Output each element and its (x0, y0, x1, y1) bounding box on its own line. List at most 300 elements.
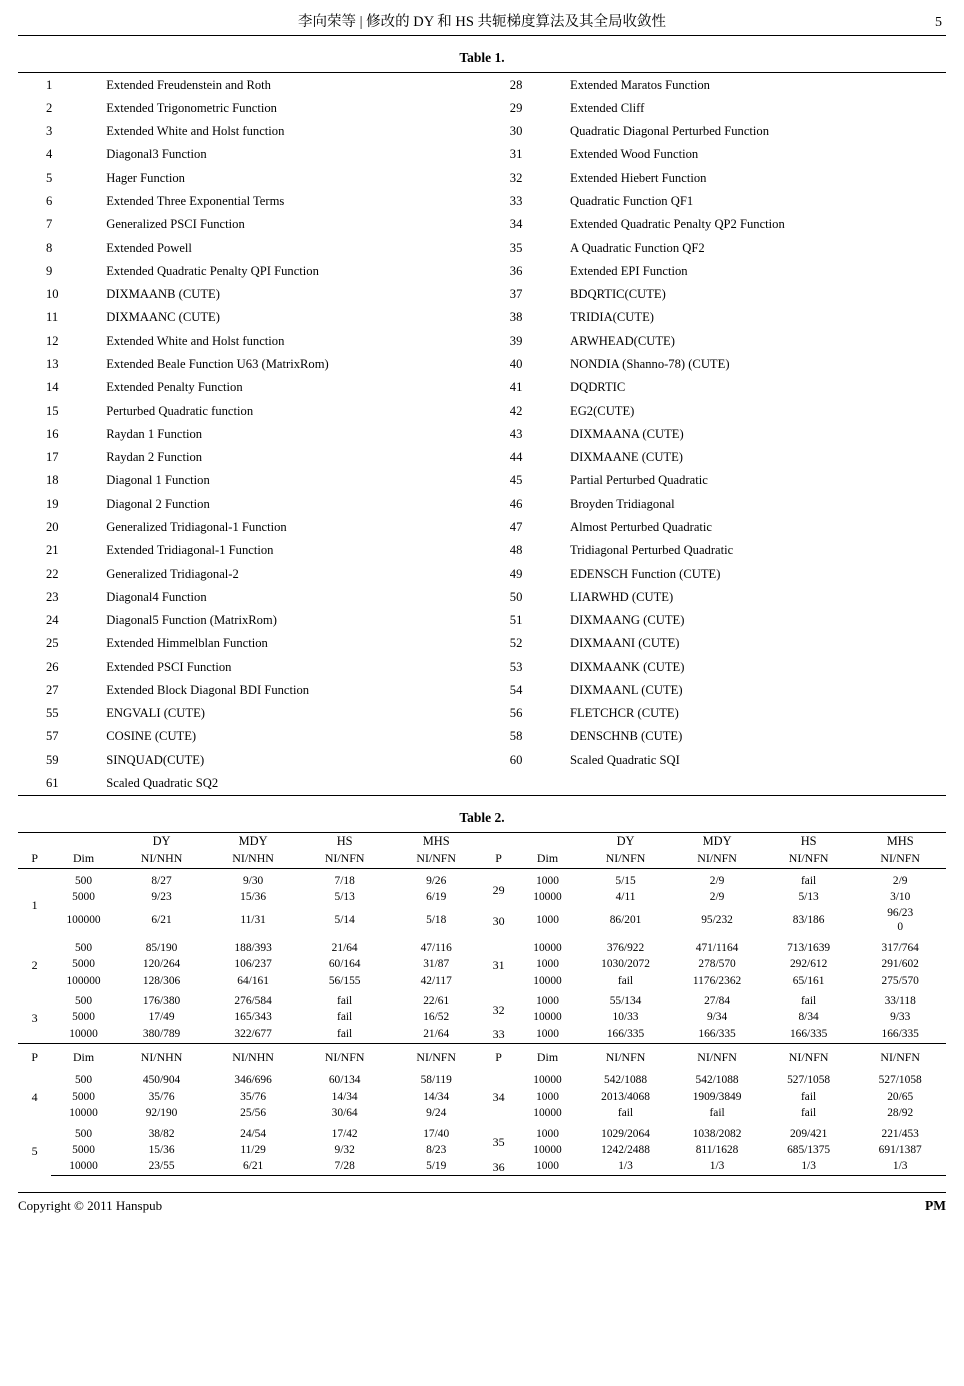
table-row (18, 329, 946, 352)
t2-right-dim: 1000 (536, 1027, 559, 1040)
t1-left-index: 6 (46, 194, 53, 208)
metric-header: NI/NFN (763, 850, 855, 869)
t2-left-dim: 5000 (72, 1011, 95, 1024)
t2-right-problem-id: 30 (492, 913, 505, 928)
table-row (18, 283, 946, 306)
t1-left-function-name: Extended White and Holst function (106, 333, 285, 348)
t2-right-problem-id: 33 (492, 1027, 505, 1042)
t2-left-problem-id: 3 (31, 1011, 38, 1026)
t2-left-value: 15/36 (240, 891, 267, 904)
t2-left-value: 5/13 (334, 891, 355, 904)
t2-right-value: 685/1375 (787, 1143, 831, 1156)
spacer (482, 974, 515, 990)
t2-right-value: 96/23 0 (887, 907, 914, 934)
t1-right-index: 44 (509, 450, 523, 465)
t1-right-function-name: DIXMAANA (CUTE) (570, 426, 684, 441)
t2-left-dim: 500 (74, 1074, 93, 1087)
table-row (18, 259, 946, 282)
t1-left-function-name: Raydan 2 Function (106, 450, 203, 465)
table-row (18, 989, 946, 1010)
page-footer (18, 1192, 946, 1214)
t2-right-problem-id: 31 (492, 957, 505, 972)
t2-left-value: 11/31 (240, 914, 266, 927)
t1-left-index: 12 (46, 333, 59, 348)
table-row (18, 189, 946, 212)
t2-left-value: 6/21 (151, 914, 172, 927)
table2-mid-header (18, 1043, 946, 1068)
t2-right-value: 9/33 (890, 1011, 911, 1024)
t2-left-dim: 5000 (72, 1143, 95, 1156)
t1-right-function-name (552, 771, 946, 795)
t2-right-dim: 10000 (533, 1011, 562, 1024)
t2-right-value: 166/335 (698, 1027, 736, 1040)
t1-right-function-name: Extended Cliff (570, 100, 645, 115)
t2-left-value: 9/26 (426, 875, 447, 888)
table-row (18, 906, 946, 936)
metric-header: NI/NFN (390, 850, 482, 869)
metric-header: NI/NFN (671, 1043, 763, 1068)
table-row (18, 678, 946, 701)
t2-left-dim: 5000 (72, 891, 95, 904)
t2-left-value: 38/82 (148, 1127, 175, 1140)
t1-left-index: 2 (46, 100, 53, 115)
t2-right-value: 9/34 (706, 1011, 728, 1024)
t1-left-index: 26 (46, 659, 59, 674)
table-row (18, 748, 946, 771)
metric-header: NI/NFN (580, 1043, 672, 1068)
table-row (18, 73, 946, 97)
col-header-dim: Dim (515, 1043, 580, 1068)
t2-right-value: 1/3 (763, 1159, 855, 1176)
t1-right-index: 53 (509, 659, 523, 674)
table-row (18, 562, 946, 585)
table-row (18, 376, 946, 399)
t2-left-value: 24/54 (240, 1127, 267, 1140)
table-row (18, 974, 946, 990)
metric-header: NI/NFN (299, 850, 391, 869)
t2-left-value: 42/117 (420, 974, 452, 987)
t1-right-function-name: TRIDIA(CUTE) (570, 310, 654, 325)
table1 (18, 72, 946, 796)
t2-left-value: 58/119 (420, 1074, 452, 1087)
t2-right-dim: 10000 (533, 1106, 562, 1119)
table-row (18, 515, 946, 538)
t1-right-function-name: Extended EPI Function (570, 263, 688, 278)
t2-right-value: 20/65 (887, 1090, 914, 1103)
t2-left-value: 128/306 (142, 974, 181, 987)
table-row (18, 1026, 946, 1043)
t2-right-value: 86/201 (609, 914, 642, 927)
t2-left-value: 120/264 (142, 958, 181, 971)
t2-right-value: 5/13 (798, 891, 819, 904)
metric-header: NI/NFN (580, 850, 672, 869)
t2-left-value: 106/237 (234, 958, 272, 971)
metric-header: NI/NFN (671, 850, 763, 869)
t2-right-value: 275/570 (881, 974, 919, 987)
t2-left-dim: 100000 (66, 914, 101, 927)
table-row (18, 1159, 946, 1176)
t1-right-function-name: EDENSCH Function (CUTE) (570, 566, 721, 581)
table-row (18, 352, 946, 375)
metric-header: NI/NFN (854, 1043, 946, 1068)
t2-right-value: 317/764 (881, 941, 919, 954)
t1-left-function-name: Extended Trigonometric Function (106, 100, 277, 115)
t1-right-function-name: FLETCHCR (CUTE) (570, 706, 679, 721)
t2-right-value: 3/10 (890, 891, 911, 904)
t2-left-value: 165/343 (234, 1011, 272, 1024)
t1-right-index: 38 (509, 310, 523, 325)
t2-right-problem-id: 29 (492, 882, 505, 897)
running-head (18, 10, 946, 36)
t1-left-index: 11 (46, 310, 59, 325)
t1-right-index: 32 (509, 170, 523, 185)
t2-right-value: 1176/2362 (692, 974, 742, 987)
t2-right-dim: 10000 (533, 891, 562, 904)
table-row (18, 585, 946, 608)
table2-caption: Table 2. (459, 809, 505, 825)
t2-left-value: 14/34 (423, 1090, 450, 1103)
table-row (18, 469, 946, 492)
col-header-dim: Dim (515, 850, 580, 869)
t2-right-value: 542/1088 (604, 1074, 648, 1087)
metric-header: NI/NFN (854, 850, 946, 869)
table-row (18, 1068, 946, 1089)
method-header: MHS (390, 832, 482, 850)
t2-left-dim: 100000 (66, 974, 101, 987)
spacer (482, 1106, 515, 1122)
t2-left-value: 9/32 (334, 1143, 355, 1156)
method-header: MDY (207, 832, 299, 850)
t2-right-value: 1/3 (854, 1159, 946, 1176)
t2-left-value: 9/23 (151, 891, 172, 904)
t1-right-index: 39 (509, 333, 523, 348)
t1-right-function-name: NONDIA (Shanno-78) (CUTE) (570, 356, 730, 371)
t1-left-index: 18 (46, 473, 59, 488)
table2-metric-header (18, 850, 946, 869)
t1-left-function-name: Extended White and Holst function (106, 124, 285, 139)
t1-left-function-name: Generalized PSCI Function (106, 217, 245, 232)
t1-right-index: 52 (509, 636, 523, 651)
table-row (18, 702, 946, 725)
t1-left-index: 24 (46, 613, 59, 628)
t2-left-value: 60/164 (328, 958, 361, 971)
t1-right-index: 50 (509, 589, 523, 604)
table-row (18, 725, 946, 748)
t2-right-value: 1242/2488 (601, 1143, 650, 1156)
table-row (18, 608, 946, 631)
t2-left-dim: 500 (74, 875, 93, 888)
method-header: MHS (854, 832, 946, 850)
t1-left-index: 20 (46, 519, 59, 534)
method-header: HS (299, 832, 391, 850)
t2-right-value: fail (617, 1106, 634, 1119)
spacer (482, 936, 515, 957)
t2-right-value: 28/92 (887, 1106, 914, 1119)
t1-right-index: 51 (509, 613, 523, 628)
t2-left-value: 92/190 (145, 1106, 178, 1119)
t1-right-index: 45 (509, 473, 523, 488)
t1-right-function-name: Partial Perturbed Quadratic (570, 473, 708, 488)
t1-left-function-name: SINQUAD(CUTE) (106, 752, 205, 767)
t2-left-value: 31/87 (423, 958, 450, 971)
method-header: DY (580, 832, 672, 850)
t2-right-value: 811/1628 (695, 1143, 739, 1156)
t1-left-function-name: Hager Function (106, 170, 185, 185)
t2-right-value: 376/922 (606, 941, 645, 954)
t1-left-function-name: Extended Quadratic Penalty QPI Function (106, 263, 319, 278)
t2-right-value: 2/9 (892, 875, 908, 888)
table-row (18, 936, 946, 957)
t2-left-value: fail (337, 1027, 353, 1040)
metric-header: NI/NFN (390, 1043, 482, 1068)
t2-left-value: 21/64 (331, 941, 358, 954)
t2-left-value: 15/36 (148, 1143, 175, 1156)
t1-right-function-name: A Quadratic Function QF2 (570, 240, 705, 255)
t1-right-index: 35 (509, 240, 523, 255)
t1-left-index: 22 (46, 566, 59, 581)
t2-right-problem-id: 36 (482, 1159, 515, 1176)
t2-right-value: fail (617, 974, 634, 987)
table2-method-header (18, 832, 946, 850)
t2-left-value: 5/14 (334, 914, 355, 927)
t1-left-function-name: Scaled Quadratic SQ2 (106, 776, 219, 791)
t2-right-dim: 1000 (536, 875, 559, 888)
table-row (18, 96, 946, 119)
t1-right-function-name: Quadratic Function QF1 (570, 194, 694, 208)
t2-left-problem-id: 4 (31, 1090, 38, 1105)
t2-right-dim: 10000 (533, 941, 562, 954)
method-header: DY (116, 832, 208, 850)
t1-left-index: 7 (46, 217, 53, 232)
col-header-dim: Dim (51, 850, 116, 869)
t1-left-index: 55 (46, 706, 59, 721)
t2-left-value: 7/28 (299, 1159, 391, 1176)
t2-right-value: 5/15 (615, 875, 636, 888)
t1-right-index: 28 (509, 77, 523, 92)
t1-left-index: 19 (46, 496, 59, 511)
t2-left-dim: 10000 (69, 1106, 98, 1119)
t1-left-index: 14 (46, 380, 59, 395)
t1-right-function-name: EG2(CUTE) (570, 403, 635, 418)
t1-right-function-name: Extended Hiebert Function (570, 170, 707, 185)
t1-right-index: 34 (509, 217, 523, 232)
t2-left-value: 30/64 (331, 1106, 358, 1119)
t1-left-function-name: Extended Block Diagonal BDI Function (106, 682, 310, 697)
t1-left-function-name: Extended PSCI Function (106, 659, 232, 674)
t1-left-index: 4 (46, 147, 53, 162)
t2-right-dim: 1000 (536, 1127, 559, 1140)
t2-left-value: 21/64 (423, 1027, 450, 1040)
t1-right-index: 43 (509, 426, 523, 441)
table-row (18, 869, 946, 890)
t2-right-value: 4/11 (615, 891, 636, 904)
t2-right-value: 1030/2072 (601, 958, 650, 971)
t1-right-index: 46 (509, 496, 523, 511)
metric-header: NI/NFN (763, 1043, 855, 1068)
t1-right-index: 58 (509, 729, 523, 744)
table2 (18, 832, 946, 1177)
t1-left-index: 16 (46, 426, 59, 441)
t2-left-value: 450/904 (142, 1074, 181, 1087)
t2-right-dim: 10000 (533, 1074, 562, 1087)
t1-right-index: 31 (509, 147, 523, 162)
method-header: MDY (671, 832, 763, 850)
col-header-dim: Dim (51, 1043, 116, 1068)
t1-left-function-name: COSINE (CUTE) (106, 729, 197, 744)
t2-left-value: 23/55 (116, 1159, 208, 1176)
t1-left-index: 23 (46, 589, 59, 604)
footer-journal-code: PM (925, 1198, 946, 1214)
metric-header: NI/NHN (116, 1043, 208, 1068)
t2-left-value: 11/29 (240, 1143, 266, 1156)
t1-right-index: 47 (509, 519, 523, 534)
t2-right-value: 10/33 (612, 1011, 639, 1024)
t2-left-value: 35/76 (148, 1090, 175, 1103)
t1-right-function-name: Extended Maratos Function (570, 77, 710, 92)
t2-left-dim: 10000 (69, 1027, 98, 1040)
t2-left-value: 8/23 (426, 1143, 447, 1156)
t1-right-function-name: Scaled Quadratic SQI (570, 752, 680, 767)
t2-right-value: 1029/2064 (601, 1127, 650, 1140)
metric-header: NI/NHN (207, 850, 299, 869)
t2-right-problem-id: 34 (492, 1090, 505, 1105)
t1-right-index: 29 (509, 100, 523, 115)
t1-left-index: 15 (46, 403, 59, 418)
t1-left-function-name: ENGVALI (CUTE) (106, 706, 205, 721)
t1-left-index: 61 (46, 776, 59, 791)
t2-left-value: 60/134 (328, 1074, 361, 1087)
t1-right-function-name: DENSCHNB (CUTE) (570, 729, 683, 744)
t2-left-value: 14/34 (331, 1090, 358, 1103)
t2-right-dim: 1000 (536, 1090, 559, 1103)
table-row (18, 166, 946, 189)
t1-left-function-name: Raydan 1 Function (106, 426, 203, 441)
t2-right-value: 527/1058 (878, 1074, 922, 1087)
t2-left-value: 25/56 (240, 1106, 267, 1119)
t1-right-index: 42 (509, 403, 523, 418)
t2-left-value: 22/61 (423, 995, 450, 1008)
t2-left-value: 5/18 (426, 914, 447, 927)
t1-left-function-name: Diagonal3 Function (106, 147, 207, 162)
t1-right-index: 54 (509, 682, 523, 697)
t1-right-function-name: DIXMAANL (CUTE) (570, 682, 683, 697)
t1-left-function-name: DIXMAANB (CUTE) (106, 287, 220, 302)
t2-right-dim: 10000 (533, 974, 562, 987)
spacer (482, 832, 515, 850)
spacer (482, 1068, 515, 1089)
t2-left-value: 6/21 (207, 1159, 299, 1176)
t1-left-index: 1 (46, 77, 53, 92)
t2-left-problem-id: 1 (31, 897, 38, 912)
t1-right-index: 56 (509, 706, 523, 721)
metric-header: NI/NHN (207, 1043, 299, 1068)
t2-left-value: 56/155 (328, 974, 361, 987)
t2-right-value: 278/570 (698, 958, 736, 971)
table-row (18, 1122, 946, 1143)
t2-right-value: 166/335 (789, 1027, 828, 1040)
spacer (51, 832, 116, 850)
t1-left-index: 25 (46, 636, 59, 651)
t2-left-value: 9/30 (242, 875, 264, 888)
t2-right-dim: 1000 (536, 914, 559, 927)
t1-left-index: 17 (46, 450, 59, 465)
t1-right-function-name: LIARWHD (CUTE) (570, 589, 674, 604)
t2-right-value: fail (801, 995, 817, 1008)
table-row (18, 655, 946, 678)
t2-right-value: 1/3 (671, 1159, 763, 1176)
t2-left-value: fail (337, 1011, 353, 1024)
t1-left-index: 27 (46, 682, 59, 697)
t1-left-function-name: Extended Tridiagonal-1 Function (106, 543, 274, 558)
t2-right-value: 27/84 (704, 995, 731, 1008)
t2-left-value: 6/19 (426, 891, 447, 904)
t2-right-value: 713/1639 (787, 941, 831, 954)
t1-right-index: 60 (509, 752, 523, 767)
table-row (18, 1106, 946, 1122)
t1-left-function-name: Diagonal 2 Function (106, 496, 210, 511)
t1-right-function-name: Broyden Tridiagonal (570, 496, 675, 511)
t2-right-value: fail (709, 1106, 725, 1119)
col-header-p: P (18, 1043, 51, 1068)
table1-caption: Table 1. (459, 50, 505, 65)
t2-left-value: 64/161 (237, 974, 269, 987)
t2-right-value: 1909/3849 (692, 1090, 742, 1103)
t2-left-value: 17/49 (148, 1011, 175, 1024)
t2-left-value: 176/380 (142, 995, 181, 1008)
t1-left-function-name: Extended Three Exponential Terms (106, 194, 285, 208)
t1-right-index: 36 (509, 263, 523, 278)
t2-right-value: 2013/4068 (601, 1090, 650, 1103)
spacer (18, 832, 51, 850)
t1-right-function-name: Quadratic Diagonal Perturbed Function (570, 124, 770, 139)
t1-right-index: 37 (509, 287, 523, 302)
running-head-title: 李向荣等 | 修改的 DY 和 HS 共轭梯度算法及其全局收敛性 (297, 14, 667, 30)
t2-right-value: fail (801, 1106, 817, 1119)
t2-right-value: 542/1088 (695, 1074, 739, 1087)
t2-left-value: 9/24 (426, 1106, 447, 1119)
t2-right-dim: 10000 (533, 1143, 562, 1156)
table-row (18, 1089, 946, 1106)
t2-right-value: 291/602 (881, 958, 919, 971)
t1-right-function-name: DIXMAANE (CUTE) (570, 450, 683, 465)
copyright-text: Copyright © 2011 Hanspub (18, 1198, 163, 1214)
t1-right-index: 48 (509, 543, 523, 558)
t2-left-dim: 5000 (72, 958, 95, 971)
t2-left-value: 322/677 (234, 1027, 272, 1040)
t2-left-problem-id: 2 (31, 957, 38, 972)
t2-left-dim: 10000 (51, 1159, 116, 1176)
t1-right-function-name: Tridiagonal Perturbed Quadratic (570, 543, 734, 558)
t1-left-index: 9 (46, 263, 53, 278)
t1-right-index: 49 (509, 566, 523, 581)
t2-left-dim: 5000 (72, 1090, 95, 1103)
t2-left-value: 7/18 (334, 875, 355, 888)
t1-left-function-name: Generalized Tridiagonal-1 Function (106, 519, 287, 534)
t1-left-function-name: Perturbed Quadratic function (106, 403, 254, 418)
t2-right-value: 527/1058 (787, 1074, 831, 1087)
t2-left-value: 17/40 (423, 1127, 450, 1140)
t2-right-value: 221/453 (881, 1127, 919, 1140)
t1-left-function-name: Extended Freudenstein and Roth (106, 77, 271, 92)
t2-left-value: 188/393 (234, 941, 272, 954)
t2-right-value: 2/9 (709, 891, 725, 904)
t2-right-value: 33/118 (884, 995, 916, 1008)
table-row (18, 957, 946, 974)
t2-right-value: 8/34 (798, 1011, 819, 1024)
t1-left-index: 8 (46, 240, 53, 255)
t1-left-function-name: DIXMAANC (CUTE) (106, 310, 220, 325)
page-number: 5 (935, 15, 942, 30)
